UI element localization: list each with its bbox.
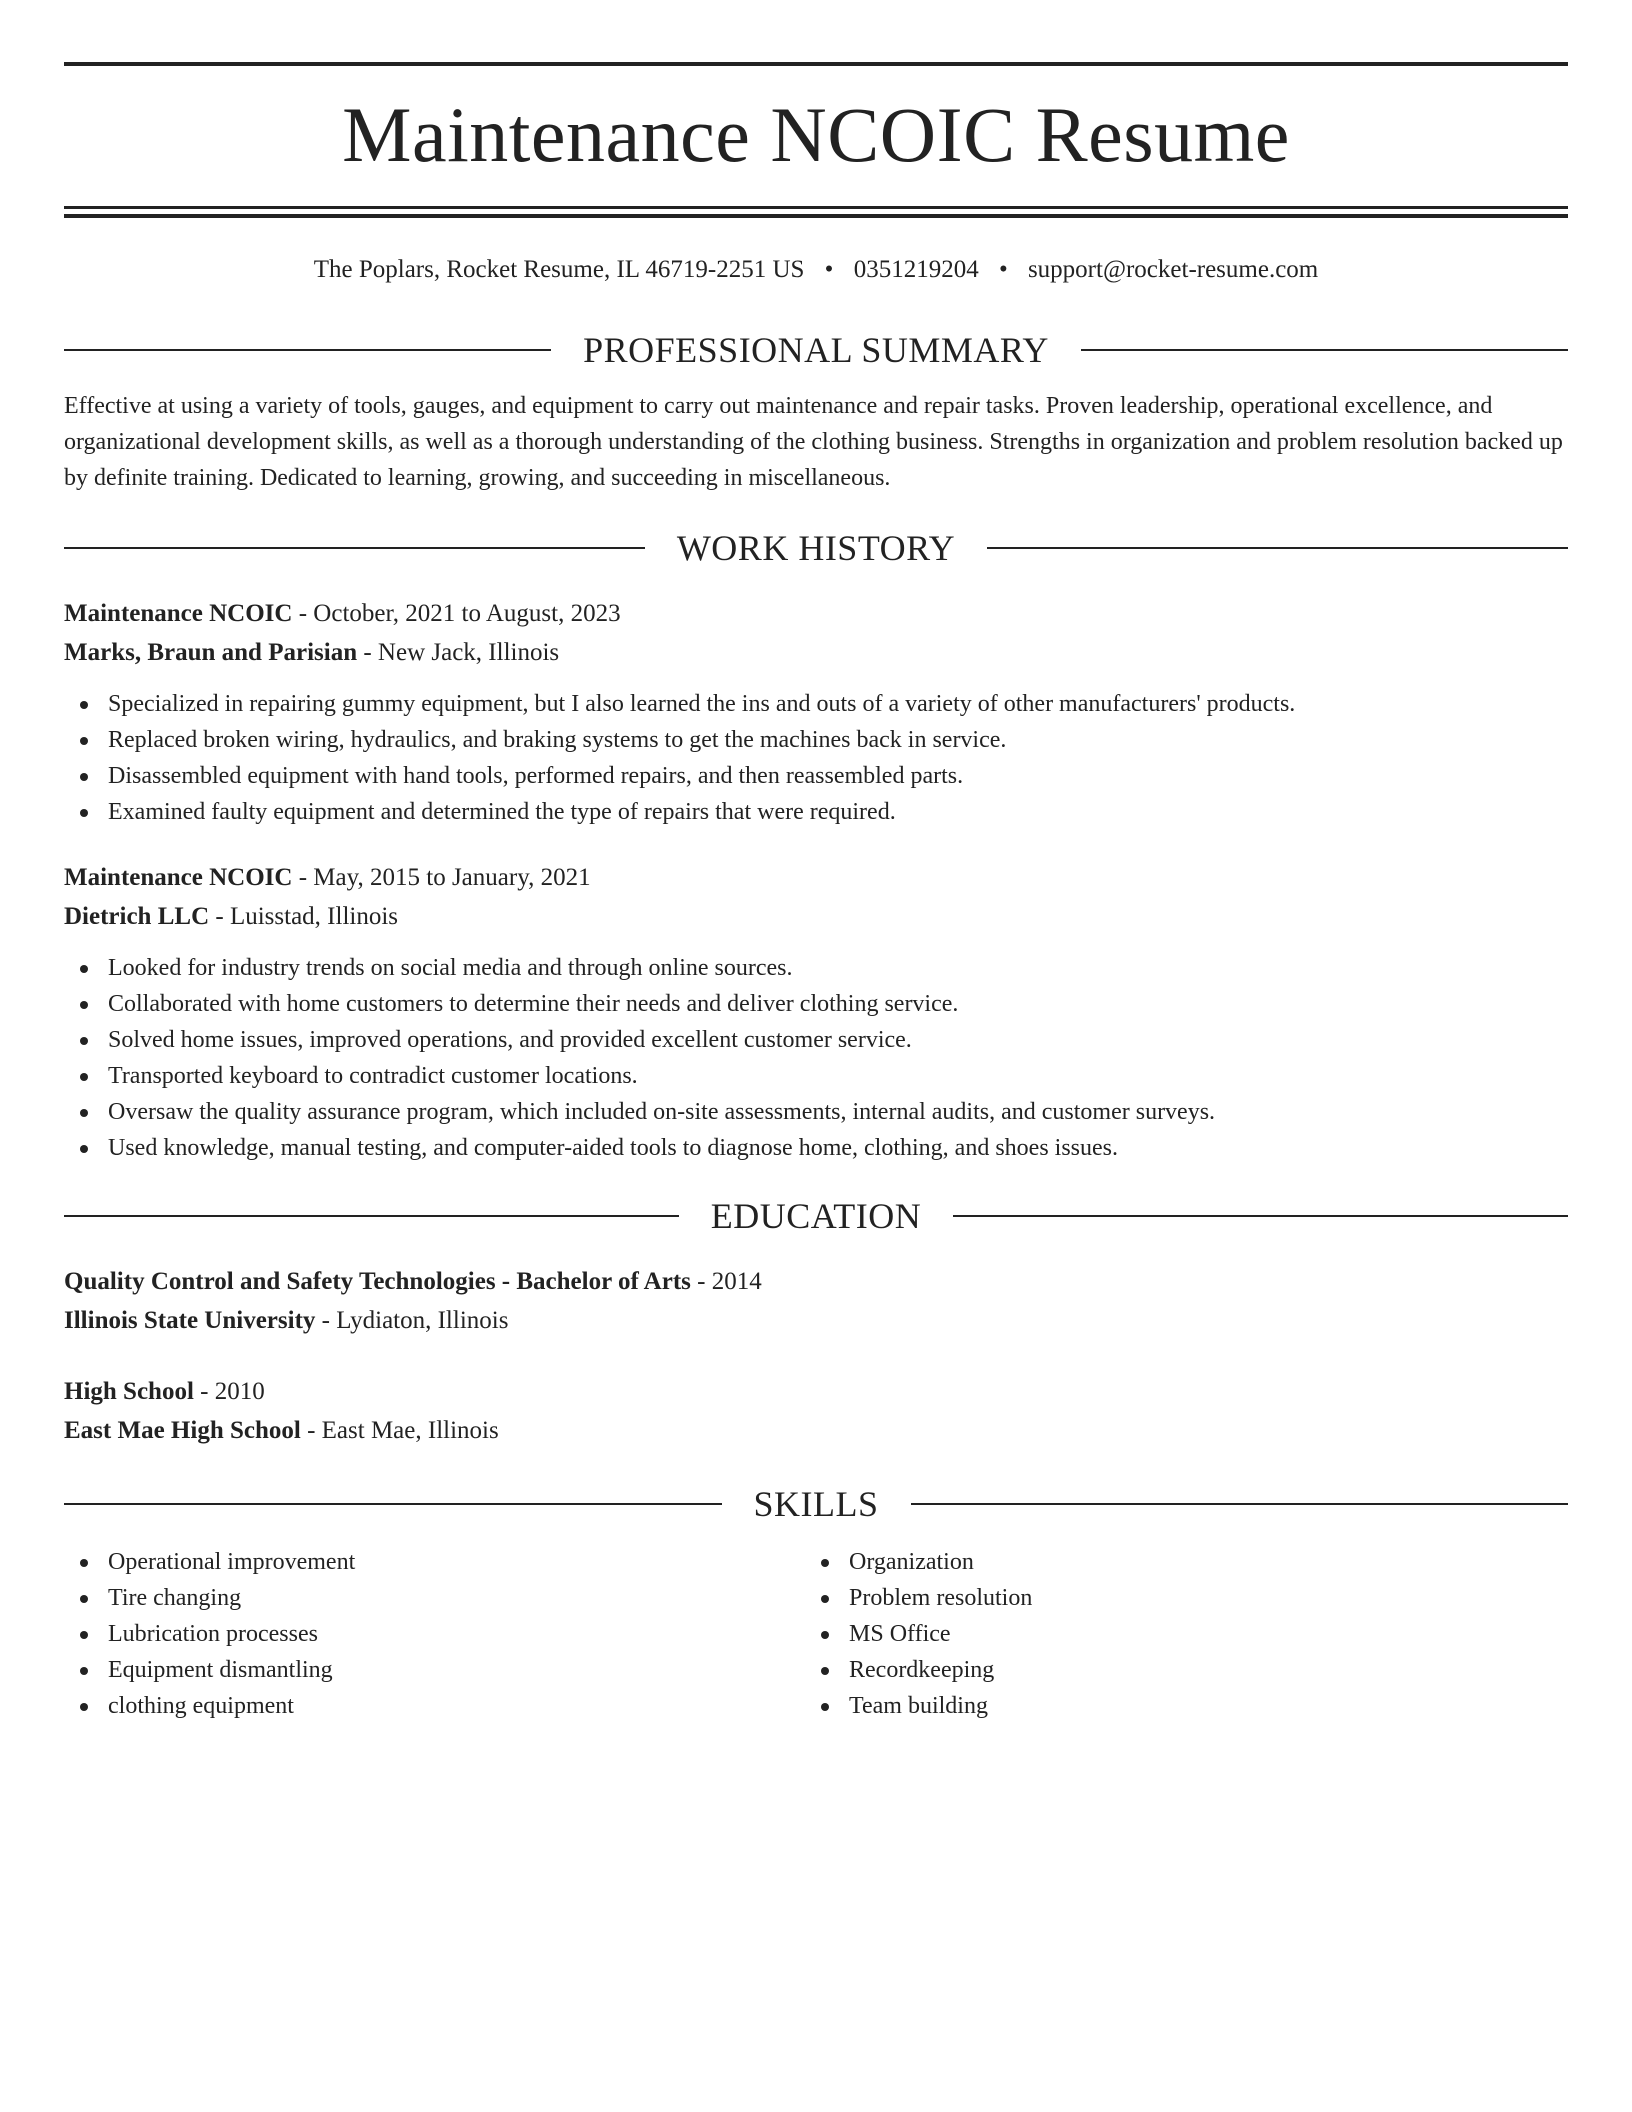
contact-address: The Poplars, Rocket Resume, IL 46719-2251 US: [313, 256, 805, 283]
summary-text: Effective at using a variety of tools, gauges, and equipment to carry out maintenance and repair tasks. Proven leadership, operational excellence, and organizational development skills, as well as a thorough understanding of the clothing business. Strengths in organization and problem resolution backed up by definite training. Dedicated to learning, growing, and succeeding in miscellaneous.: [64, 393, 1563, 491]
section-heading-work: [64, 526, 1568, 570]
heading-rule-right: [953, 1215, 1568, 1217]
heading-rule-left: [64, 547, 645, 549]
education-school-line: [64, 1301, 1568, 1340]
list-item: Equipment dismantling: [64, 1652, 805, 1688]
contact-line: [64, 250, 1568, 290]
list-item: Oversaw the quality assurance program, which included on-site assessments, internal audits, and customer surveys.: [64, 1094, 1568, 1130]
education-degree: Quality Control and Safety Technologies - Bachelor of Arts: [64, 1268, 691, 1295]
job-title-line: [64, 594, 1568, 633]
contact-separator: •: [998, 256, 1008, 283]
resume-title: Maintenance NCOIC Resume: [342, 91, 1290, 178]
list-item: Collaborated with home customers to determine their needs and deliver clothing service.: [64, 986, 1568, 1022]
education-school: East Mae High School: [64, 1417, 301, 1444]
section-label: EDUCATION: [710, 1196, 922, 1236]
contact-separator: •: [824, 256, 834, 283]
heading-rule-left: [64, 1503, 722, 1505]
education-entry: [64, 1262, 1568, 1340]
heading-rule-left: [64, 349, 551, 351]
list-item: Operational improvement: [64, 1544, 805, 1580]
skills-columns: [64, 1544, 1568, 1724]
education-location: - East Mae, Illinois: [300, 1417, 499, 1444]
list-item: Lubrication processes: [64, 1616, 805, 1652]
education-school: Illinois State University: [64, 1307, 316, 1334]
skills-list-left: [64, 1544, 805, 1724]
section-label: PROFESSIONAL SUMMARY: [583, 330, 1049, 370]
education-year: - 2014: [690, 1268, 762, 1295]
list-item: Solved home issues, improved operations, and provided excellent customer service.: [64, 1022, 1568, 1058]
list-item: Team building: [805, 1688, 1546, 1724]
job-company-line: [64, 897, 1568, 936]
section-heading-education: [64, 1194, 1568, 1238]
job-dates: - October, 2021 to August, 2023: [292, 600, 621, 627]
section-heading-skills: [64, 1482, 1568, 1526]
list-item: Replaced broken wiring, hydraulics, and braking systems to get the machines back in service.: [64, 722, 1568, 758]
list-item: MS Office: [805, 1616, 1546, 1652]
job-bullets: [64, 686, 1568, 830]
list-item: Used knowledge, manual testing, and computer-aided tools to diagnose home, clothing, and shoes issues.: [64, 1130, 1568, 1166]
list-item: Transported keyboard to contradict customer locations.: [64, 1058, 1568, 1094]
heading-rule-right: [911, 1503, 1569, 1505]
job-dates: - May, 2015 to January, 2021: [292, 864, 591, 891]
job-entry: [64, 594, 1568, 830]
list-item: Examined faulty equipment and determined the type of repairs that were required.: [64, 794, 1568, 830]
list-item: Tire changing: [64, 1580, 805, 1616]
job-company: Marks, Braun and Parisian: [64, 639, 358, 666]
heading-rule-right: [987, 547, 1568, 549]
education-entry: [64, 1372, 1568, 1450]
job-company: Dietrich LLC: [64, 903, 210, 930]
list-item: Specialized in repairing gummy equipment, but I also learned the ins and outs of a variety of other manufacturers' products.: [64, 686, 1568, 722]
education-year: - 2010: [193, 1378, 265, 1405]
list-item: Problem resolution: [805, 1580, 1546, 1616]
section-label: SKILLS: [753, 1484, 879, 1524]
job-entry: [64, 858, 1568, 1166]
heading-rule-right: [1081, 349, 1568, 351]
education-degree-line: [64, 1262, 1568, 1301]
job-title: Maintenance NCOIC: [64, 600, 293, 627]
list-item: Recordkeeping: [805, 1652, 1546, 1688]
double-rule: [64, 206, 1568, 218]
education-degree: High School: [64, 1378, 194, 1405]
education-location: - Lydiaton, Illinois: [315, 1307, 509, 1334]
heading-rule-left: [64, 1215, 679, 1217]
education-degree-line: [64, 1372, 1568, 1411]
section-heading-summary: [64, 328, 1568, 372]
contact-phone: 0351219204: [853, 256, 979, 283]
list-item: Disassembled equipment with hand tools, performed repairs, and then reassembled parts.: [64, 758, 1568, 794]
skills-list-right: [805, 1544, 1546, 1724]
top-rule: [64, 62, 1568, 66]
job-location: - Luisstad, Illinois: [209, 903, 399, 930]
job-title: Maintenance NCOIC: [64, 864, 293, 891]
list-item: Looked for industry trends on social media and through online sources.: [64, 950, 1568, 986]
job-title-line: [64, 858, 1568, 897]
job-company-line: [64, 633, 1568, 672]
section-label: WORK HISTORY: [676, 528, 956, 568]
list-item: Organization: [805, 1544, 1546, 1580]
education-school-line: [64, 1411, 1568, 1450]
job-location: - New Jack, Illinois: [357, 639, 560, 666]
job-bullets: [64, 950, 1568, 1166]
list-item: clothing equipment: [64, 1688, 805, 1724]
contact-email: support@rocket-resume.com: [1027, 256, 1319, 283]
